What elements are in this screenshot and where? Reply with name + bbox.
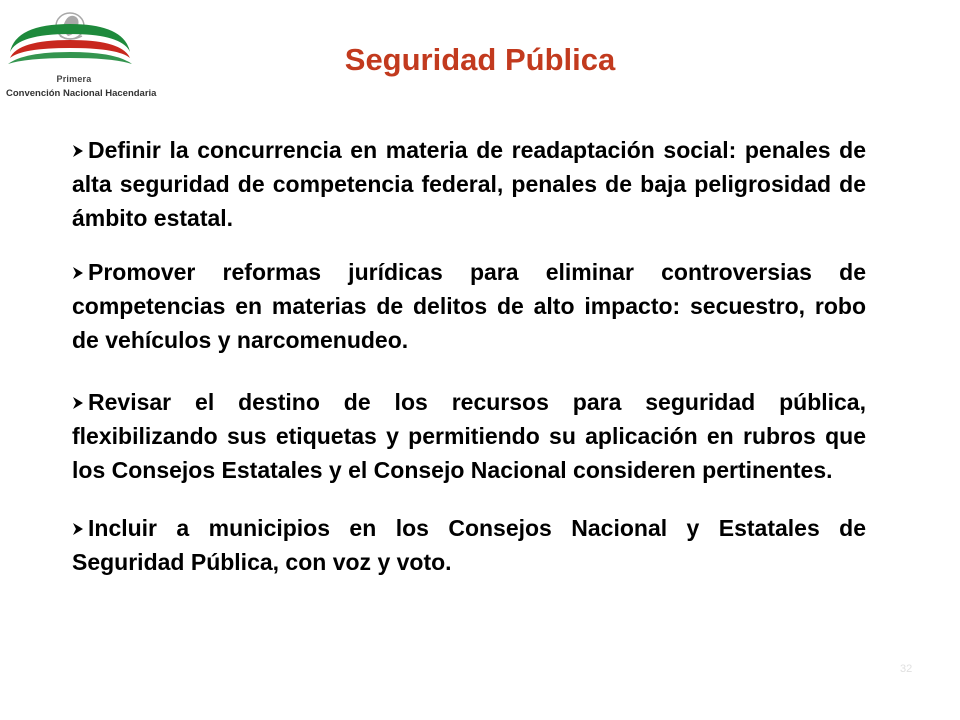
arrow-bullet-icon: [72, 266, 84, 280]
page-number: 32: [900, 663, 913, 675]
arrow-bullet-icon: [72, 396, 84, 410]
bullet-text: Promover reformas jurídicas para eliminar controversias de competencias en materias de delitos de alto impacto: secuestro, robo de vehículos y narcomenudeo.: [72, 259, 866, 353]
bullet-text: Incluir a municipios en los Consejos Nacional y Estatales de Seguridad Pública, con voz y voto.: [72, 515, 866, 575]
bullet-list: [72, 133, 866, 599]
bullet-text: Revisar el destino de los recursos para seguridad pública, flexibilizando sus etiquetas y permitiendo su aplicación en rubros que los Consejos Estatales y el Consejo Nacional consideren pertinentes.: [72, 389, 866, 483]
logo-line-convention: Convención Nacional Hacendaria: [6, 88, 157, 99]
arrow-bullet-icon: [72, 144, 84, 158]
bullet-item: [72, 511, 866, 579]
bullet-item: [72, 385, 866, 487]
logo-line-primera: Primera: [56, 74, 92, 84]
bullet-item: [72, 255, 866, 357]
bullet-item: [72, 133, 866, 235]
page-title: Seguridad Pública: [344, 42, 616, 77]
arrow-bullet-icon: [72, 522, 84, 536]
bullet-text: Definir la concurrencia en materia de readaptación social: penales de alta seguridad de competencia federal, penales de baja peligrosidad de ámbito estatal.: [72, 137, 866, 231]
